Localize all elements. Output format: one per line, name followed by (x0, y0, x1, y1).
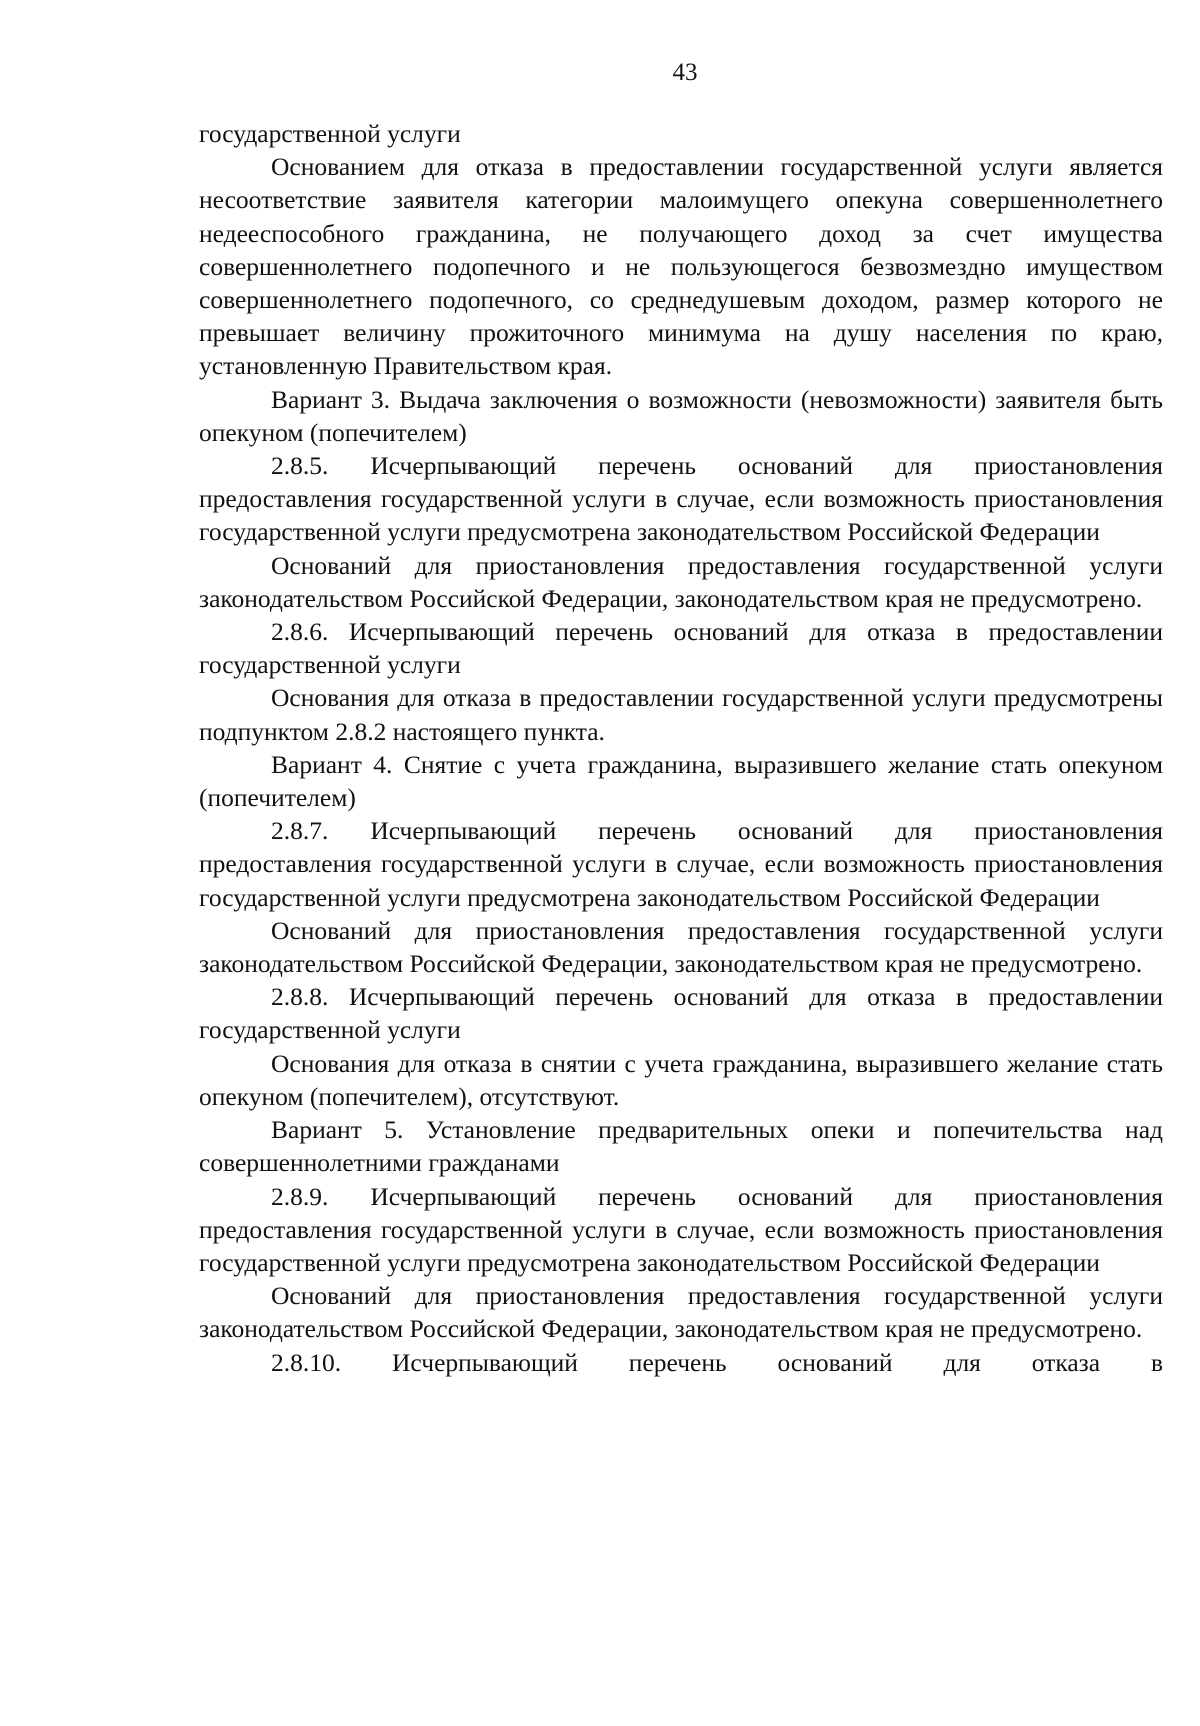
variant-3-heading: Вариант 3. Выдача заключения о возможности (невозможности) заявителя быть опекуном (попечителем) (199, 384, 1163, 447)
paragraph-no-suspension-2: Оснований для приостановления предоставления государственной услуги законодательством Российской Федерации, законодательством края не предусмотрено. (199, 915, 1163, 979)
section-2-8-9-heading: 2.8.9. Исчерпывающий перечень оснований для приостановления предоставления государственной услуги в случае, если возможность приостановления государственной услуги предусмотрена законодательством Российской Федерации (199, 1181, 1163, 1277)
page-number: 43 (672, 59, 698, 86)
paragraph-refusal-grounds: Основанием для отказа в предоставлении государственной услуги является несоответствие заявителя категории малоимущего опекуна совершеннолетнего недееспособного гражданина, не получающего доход за счет имущества совершеннолетнего подопечного и не пользующегося безвозмездно имуществом совершеннолетнего подопечного, со среднедушевым доходом, размер которого не превышает величину прожиточного минимума на душу населения по краю, установленную Правительством края. (199, 152, 1163, 381)
section-2-8-10-heading: 2.8.10. Исчерпывающий перечень оснований для отказа в (271, 1347, 1163, 1377)
variant-4-heading: Вариант 4. Снятие с учета гражданина, выразившего желание стать опекуном (попечителем) (199, 749, 1163, 813)
section-2-8-8-heading: 2.8.8. Исчерпывающий перечень оснований для отказа в предоставлении государственной услуги (199, 982, 1163, 1045)
document-body (199, 117, 1163, 1379)
variant-5-heading: Вариант 5. Установление предварительных опеки и попечительства над совершеннолетними гражданами (199, 1115, 1163, 1178)
paragraph-continuation: государственной услуги (199, 119, 461, 148)
section-2-8-7-heading: 2.8.7. Исчерпывающий перечень оснований для приостановления предоставления государственной услуги в случае, если возможность приостановления государственной услуги предусмотрена законодательством Российской Федерации (199, 816, 1163, 912)
paragraph-refusal-reference: Основания для отказа в предоставлении государственной услуги предусмотрены подпунктом 2.8.2 настоящего пункта. (199, 683, 1163, 746)
section-2-8-6-heading: 2.8.6. Исчерпывающий перечень оснований для отказа в предоставлении государственной услуги (199, 617, 1163, 680)
paragraph-no-suspension-3: Оснований для приостановления предоставления государственной услуги законодательством Российской Федерации, законодательством края не предусмотрено. (199, 1281, 1163, 1344)
paragraph-no-refusal-grounds: Основания для отказа в снятии с учета гражданина, выразившего желание стать опекуном (попечителем), отсутствуют. (199, 1048, 1163, 1111)
paragraph-no-suspension-1: Оснований для приостановления предоставления государственной услуги законодательством Российской Федерации, законодательством края не предусмотрено. (199, 550, 1163, 613)
section-2-8-5-heading: 2.8.5. Исчерпывающий перечень оснований для приостановления предоставления государственной услуги в случае, если возможность приостановления государственной услуги предусмотрена законодательством Российской Федерации (199, 451, 1163, 547)
